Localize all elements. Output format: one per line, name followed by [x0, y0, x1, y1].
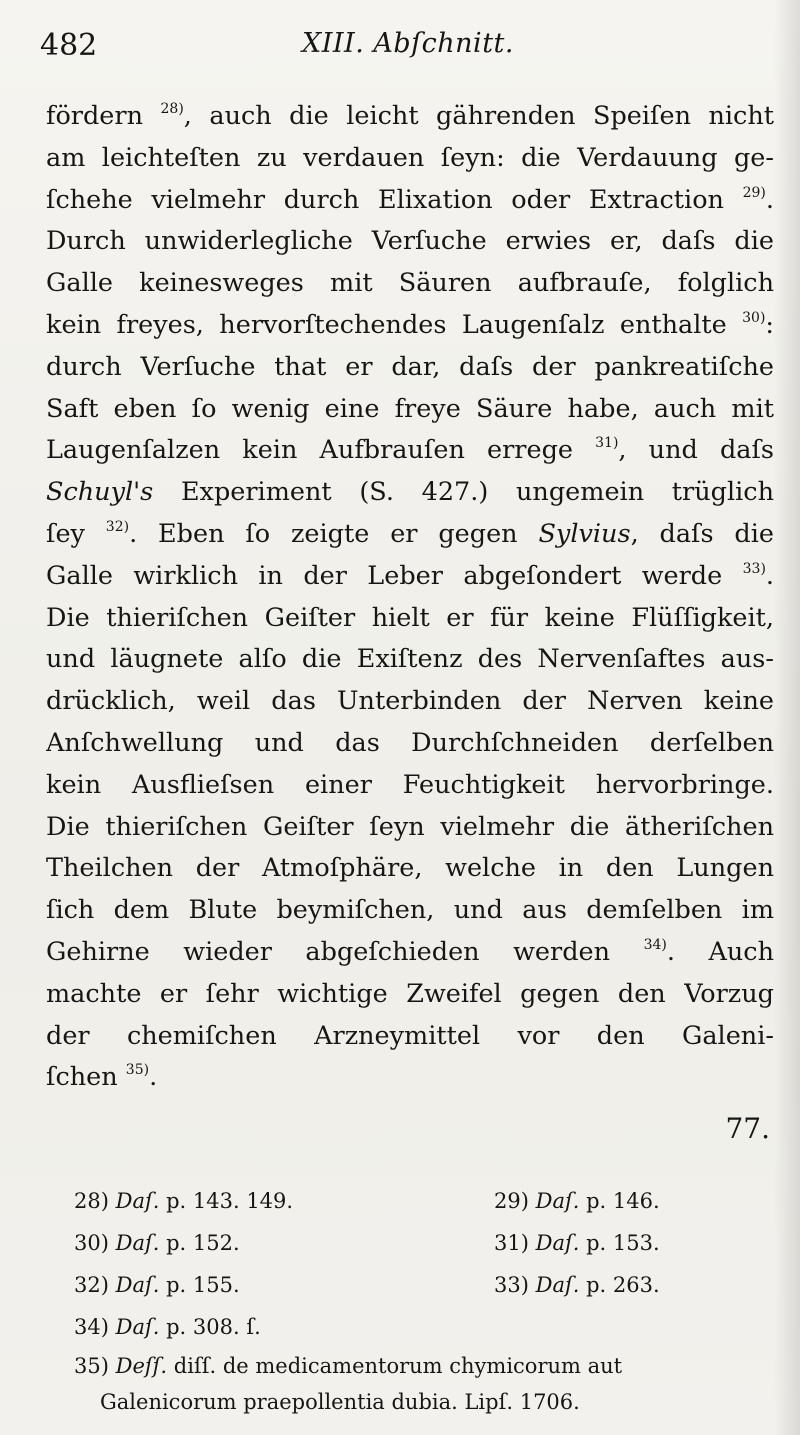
page-edge-shadow — [774, 0, 800, 1435]
note-ref: 32) — [105, 518, 130, 535]
note-ref: 29) — [742, 184, 766, 201]
section-title: XIII. Abſchnitt. — [302, 28, 514, 59]
text-line: am leichteſten zu verdauen ſeyn: die Verdauung ge- — [46, 142, 774, 173]
footnote-30: 30) Daſ. p. 152. — [74, 1231, 240, 1255]
note-ref: 31) — [595, 435, 619, 452]
text-line: machte er ſehr wichtige Zweifel gegen den Vorzug — [46, 978, 774, 1009]
text-line: fördern $^{28)}$, auch die leicht gährenden Speiſen nicht — [46, 101, 774, 131]
note-ref: 35) — [125, 1062, 150, 1079]
footnote-35-continuation: Galenicorum praepollentia dubia. Lipſ. 1706. — [100, 1390, 580, 1414]
note-ref: 34) — [643, 936, 667, 953]
footnote-28: 28) Daſ. p. 143. 149. — [74, 1189, 294, 1213]
note-ref: 30) — [742, 309, 766, 326]
footnote-row — [74, 1180, 774, 1222]
footnotes — [74, 1180, 774, 1420]
footnote-row — [74, 1222, 774, 1264]
note-ref: 28) — [160, 101, 184, 117]
running-head — [40, 28, 760, 72]
footnote-32: 32) Daſ. p. 155. — [74, 1273, 240, 1297]
text-line: Schuyl's Experiment (S. 427.) ungemein trüglich — [46, 477, 774, 508]
text-line: Anſchwellung und das Durchſchneiden derſelben — [46, 727, 774, 758]
text-line: ſey $^{32)}$. Eben ſo zeigte er gegen Sylvius, daſs die — [46, 518, 774, 549]
signature-mark: 77. — [725, 1112, 770, 1145]
text-line: Galle keinesweges mit Säuren aufbrauſe, folglich — [46, 268, 774, 299]
footnote-29: 29) Daſ. p. 146. — [494, 1189, 660, 1213]
text-line: ſchen $^{35)}$. — [46, 1062, 158, 1093]
text-line: ſchehe vielmehr durch Elixation oder Extraction $^{29)}$. — [46, 184, 774, 215]
footnote-34: 34) Daſ. p. 308. ſ. — [74, 1315, 261, 1339]
footnote-row — [74, 1264, 774, 1306]
text-line: kein freyes, hervorſtechendes Laugenſalz enthalte $^{30)}$: — [46, 309, 774, 340]
text-line: Galle wirklich in der Leber abgeſondert werde $^{33)}$. — [46, 560, 774, 591]
text-line: und läugnete alſo die Exiſtenz des Nervenſaftes aus- — [46, 644, 774, 675]
text-line: durch Verſuche that er dar, daſs der pankreatiſche — [46, 351, 774, 382]
text-line: Gehirne wieder abgeſchieden werden $^{34)}$. Auch — [46, 936, 774, 967]
footnote-35: 35) Deſſ. diſſ. de medicamentorum chymicorum aut — [74, 1354, 623, 1378]
footnote-row — [74, 1306, 774, 1348]
text-line: Saft eben ſo wenig eine freye Säure habe, auch mit — [46, 393, 774, 424]
page-number: 482 — [40, 28, 98, 63]
text-line: Theilchen der Atmoſphäre, welche in den Lungen — [46, 853, 774, 884]
body-text — [46, 96, 774, 1099]
note-ref: 33) — [742, 560, 766, 577]
text-line: Laugenſalzen kein Aufbrauſen errege $^{31)}$, und daſs — [46, 435, 774, 466]
text-line: ſich dem Blute beymiſchen, und aus demſelben im — [46, 895, 774, 926]
text-line: drücklich, weil das Unterbinden der Nerven keine — [46, 686, 774, 717]
text-line: Die thieriſchen Geiſter ſeyn vielmehr die ätheriſchen — [46, 811, 774, 842]
text-line: kein Ausflieſsen einer Feuchtigkeit hervorbringe. — [46, 769, 774, 800]
text-line: Die thieriſchen Geiſter hielt er für keine Flüſſigkeit, — [46, 602, 774, 633]
text-line: Durch unwiderlegliche Verſuche erwies er, daſs die — [46, 226, 774, 257]
footnote-33: 33) Daſ. p. 263. — [494, 1273, 660, 1297]
footnote-31: 31) Daſ. p. 153. — [494, 1231, 660, 1255]
text-line: der chemiſchen Arzneymittel vor den Galeni- — [46, 1020, 774, 1051]
